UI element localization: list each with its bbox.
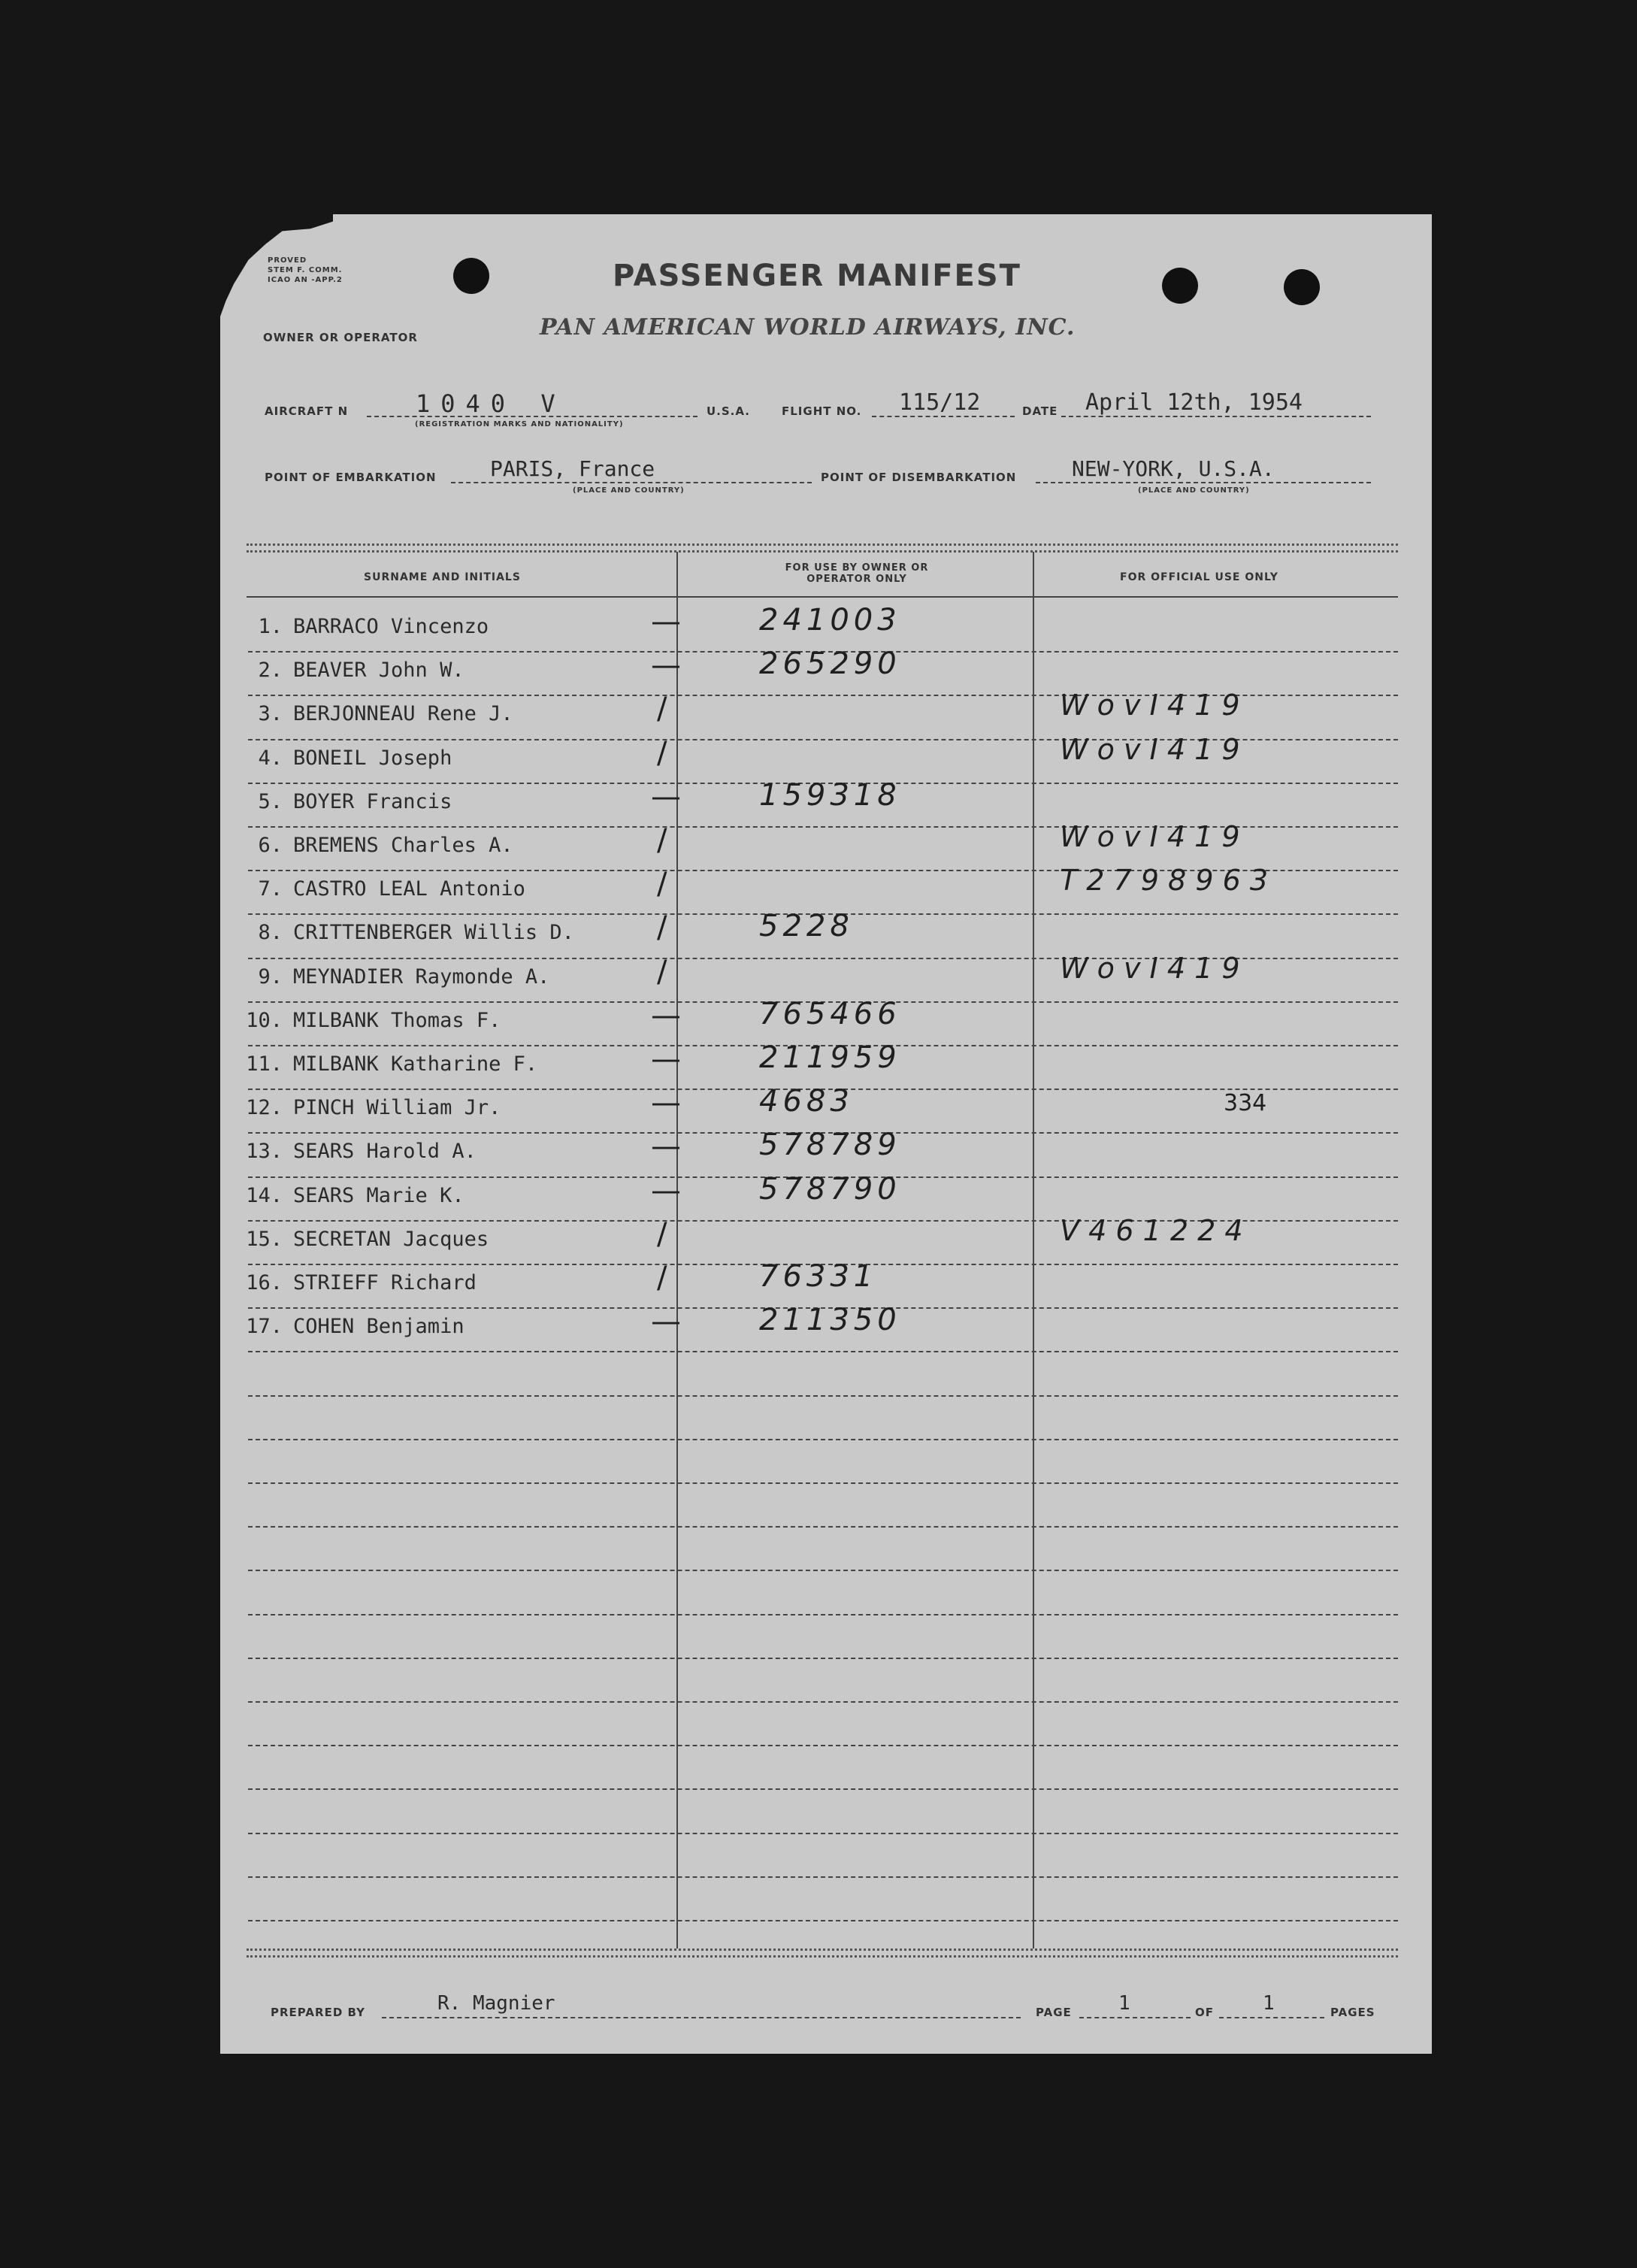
pages-label: PAGES [1330, 2006, 1375, 2019]
usa-label: U.S.A. [707, 404, 750, 418]
check-mark: — [651, 1086, 681, 1120]
passenger-number: 7. [258, 877, 283, 901]
passenger-row [244, 702, 513, 725]
passenger-number: 13. [246, 1140, 283, 1163]
row-rule [248, 1439, 1398, 1440]
check-mark: / [657, 692, 667, 726]
of-label: OF [1195, 2006, 1214, 2019]
passenger-name: MILBANK Thomas F. [293, 1009, 501, 1032]
passenger-row [244, 1228, 489, 1251]
owner-ticket-number: 5228 [759, 909, 854, 943]
approval-stamp [268, 256, 343, 285]
passenger-number: 3. [258, 702, 283, 725]
row-rule [248, 1395, 1398, 1397]
table-top-rule [247, 544, 1398, 546]
owner-ticket-number: 211350 [759, 1303, 901, 1337]
passenger-number: 8. [258, 921, 283, 944]
column-header-owner-text: FOR USE BY OWNER OR OPERATOR ONLY [785, 562, 929, 585]
page-value: 1 [1118, 1992, 1130, 2015]
column-header-surname: SURNAME AND INITIALS [364, 571, 521, 583]
row-rule [248, 1482, 1398, 1484]
passenger-name: CRITTENBERGER Willis D. [293, 921, 574, 944]
official-entry: V 4 6 1 2 2 4 [1060, 1214, 1243, 1247]
check-mark: — [651, 1042, 681, 1076]
check-mark: — [651, 1173, 681, 1208]
stamp-line: STEM F. COMM. [268, 266, 343, 274]
check-mark: / [657, 736, 667, 771]
passenger-number: 10. [246, 1009, 283, 1032]
check-mark: / [657, 1217, 667, 1252]
prepared-value: R. Magnier [437, 1992, 555, 2015]
passenger-number: 2. [258, 659, 283, 682]
check-mark: — [651, 1304, 681, 1339]
punch-hole [1162, 268, 1198, 304]
punch-hole [1284, 269, 1320, 305]
owner-ticket-number: 765466 [759, 997, 901, 1031]
passenger-row [244, 1096, 501, 1119]
passenger-number: 9. [258, 965, 283, 989]
punch-hole [453, 258, 489, 294]
official-entry: W o v I 4 1 9 [1060, 952, 1240, 985]
date-value: April 12th, 1954 [1085, 389, 1303, 416]
passenger-row [244, 921, 574, 944]
owner-value: PAN AMERICAN WORLD AIRWAYS, INC. [540, 314, 1076, 341]
check-mark: / [657, 910, 667, 945]
passenger-row [244, 877, 525, 901]
passenger-row [244, 746, 452, 770]
check-mark: / [657, 823, 667, 858]
passenger-name: BOYER Francis [293, 790, 452, 813]
stamp-line: PROVED [268, 256, 307, 265]
page-label: PAGE [1036, 2006, 1072, 2019]
row-rule [248, 1701, 1398, 1703]
passenger-name: BARRACO Vincenzo [293, 615, 489, 638]
passenger-name: SEARS Harold A. [293, 1140, 477, 1163]
column-header-owner [752, 562, 962, 585]
passenger-row [244, 1140, 477, 1163]
column-divider [1033, 552, 1034, 1949]
passenger-number: 17. [246, 1315, 283, 1338]
passenger-number: 12. [246, 1096, 283, 1119]
passenger-name: SEARS Marie K. [293, 1184, 464, 1207]
flight-value: 115/12 [899, 389, 981, 416]
passenger-name: BONEIL Joseph [293, 746, 452, 770]
stamp-line: ICAO AN -APP.2 [268, 276, 343, 284]
passenger-name: SECRETAN Jacques [293, 1228, 489, 1251]
passenger-number: 1. [258, 615, 283, 638]
table-bottom-rule [247, 1949, 1398, 1951]
passenger-number: 11. [246, 1052, 283, 1076]
row-rule [248, 1745, 1398, 1746]
passenger-name: MILBANK Katharine F. [293, 1052, 538, 1076]
row-rule [248, 1351, 1398, 1352]
check-mark: — [651, 604, 681, 639]
disembark-label: POINT OF DISEMBARKATION [821, 471, 1017, 484]
owner-ticket-number: 265290 [759, 646, 901, 681]
aircraft-note: (REGISTRATION MARKS AND NATIONALITY) [415, 420, 624, 428]
owner-ticket-number: 76331 [759, 1259, 878, 1294]
column-divider [676, 552, 678, 1949]
aircraft-value: 1040 V [416, 389, 566, 418]
aircraft-label: AIRCRAFT N [265, 404, 349, 418]
passenger-row [244, 615, 489, 638]
table-top-rule [247, 550, 1398, 553]
owner-ticket-number: 578789 [759, 1128, 901, 1162]
passenger-name: COHEN Benjamin [293, 1315, 464, 1338]
passenger-number: 4. [258, 746, 283, 770]
passenger-name: BEAVER John W. [293, 659, 464, 682]
official-entry: T 2 7 9 8 9 6 3 [1060, 864, 1269, 897]
passenger-row [244, 1184, 464, 1207]
check-mark: / [657, 955, 667, 989]
disembark-value: NEW-YORK, U.S.A. [1072, 456, 1275, 481]
row-rule [248, 1833, 1398, 1834]
official-entry: W o v I 4 1 9 [1060, 689, 1240, 722]
passenger-row [244, 1009, 501, 1032]
passenger-name: PINCH William Jr. [293, 1096, 501, 1119]
official-entry: W o v I 4 1 9 [1060, 733, 1240, 766]
row-rule [248, 1658, 1398, 1659]
passenger-name: MEYNADIER Raymonde A. [293, 965, 550, 989]
passenger-number: 15. [246, 1228, 283, 1251]
passenger-number: 5. [258, 790, 283, 813]
official-entry: 334 [1224, 1090, 1267, 1116]
owner-ticket-number: 241003 [759, 603, 901, 637]
passenger-row [244, 1315, 464, 1338]
owner-ticket-number: 211959 [759, 1040, 901, 1075]
check-mark: / [657, 1261, 667, 1295]
row-rule [248, 1614, 1398, 1615]
owner-ticket-number: 4683 [759, 1084, 854, 1119]
passenger-row [244, 965, 549, 989]
embark-label: POINT OF EMBARKATION [265, 471, 437, 484]
check-mark: — [651, 648, 681, 683]
check-mark: — [651, 998, 681, 1033]
passenger-row [244, 1052, 537, 1076]
embark-value: PARIS, France [490, 456, 655, 481]
passenger-row [244, 659, 464, 682]
passenger-name: CASTRO LEAL Antonio [293, 877, 525, 901]
flight-label: FLIGHT NO. [782, 404, 862, 418]
passenger-row [244, 834, 513, 857]
prepared-label: PREPARED BY [271, 2006, 365, 2019]
check-mark: — [651, 1129, 681, 1164]
row-rule [248, 1876, 1398, 1878]
passenger-name: BERJONNEAU Rene J. [293, 702, 513, 725]
disembark-note: (PLACE AND COUNTRY) [1138, 486, 1250, 495]
row-rule [248, 1526, 1398, 1528]
passenger-name: BREMENS Charles A. [293, 834, 513, 857]
date-label: DATE [1022, 404, 1058, 418]
passenger-row [244, 790, 452, 813]
row-rule [248, 1570, 1398, 1571]
passenger-number: 14. [246, 1184, 283, 1207]
check-mark: / [657, 867, 667, 901]
passenger-number: 6. [258, 834, 283, 857]
passenger-name: STRIEFF Richard [293, 1271, 477, 1294]
passenger-row [244, 1271, 477, 1294]
embark-note: (PLACE AND COUNTRY) [573, 486, 685, 495]
passenger-number: 16. [246, 1271, 283, 1294]
column-header-official: FOR OFFICIAL USE ONLY [1120, 571, 1278, 583]
header-rule [247, 596, 1398, 598]
row-rule [248, 1788, 1398, 1790]
page-title: PASSENGER MANIFEST [613, 259, 1021, 293]
row-rule [248, 1920, 1398, 1921]
check-mark: — [651, 780, 681, 814]
of-value: 1 [1263, 1992, 1275, 2015]
owner-label: OWNER OR OPERATOR [263, 331, 418, 344]
owner-ticket-number: 578790 [759, 1172, 901, 1207]
table-bottom-rule [247, 1955, 1398, 1958]
owner-ticket-number: 159318 [759, 778, 901, 813]
official-entry: W o v I 4 1 9 [1060, 820, 1240, 853]
